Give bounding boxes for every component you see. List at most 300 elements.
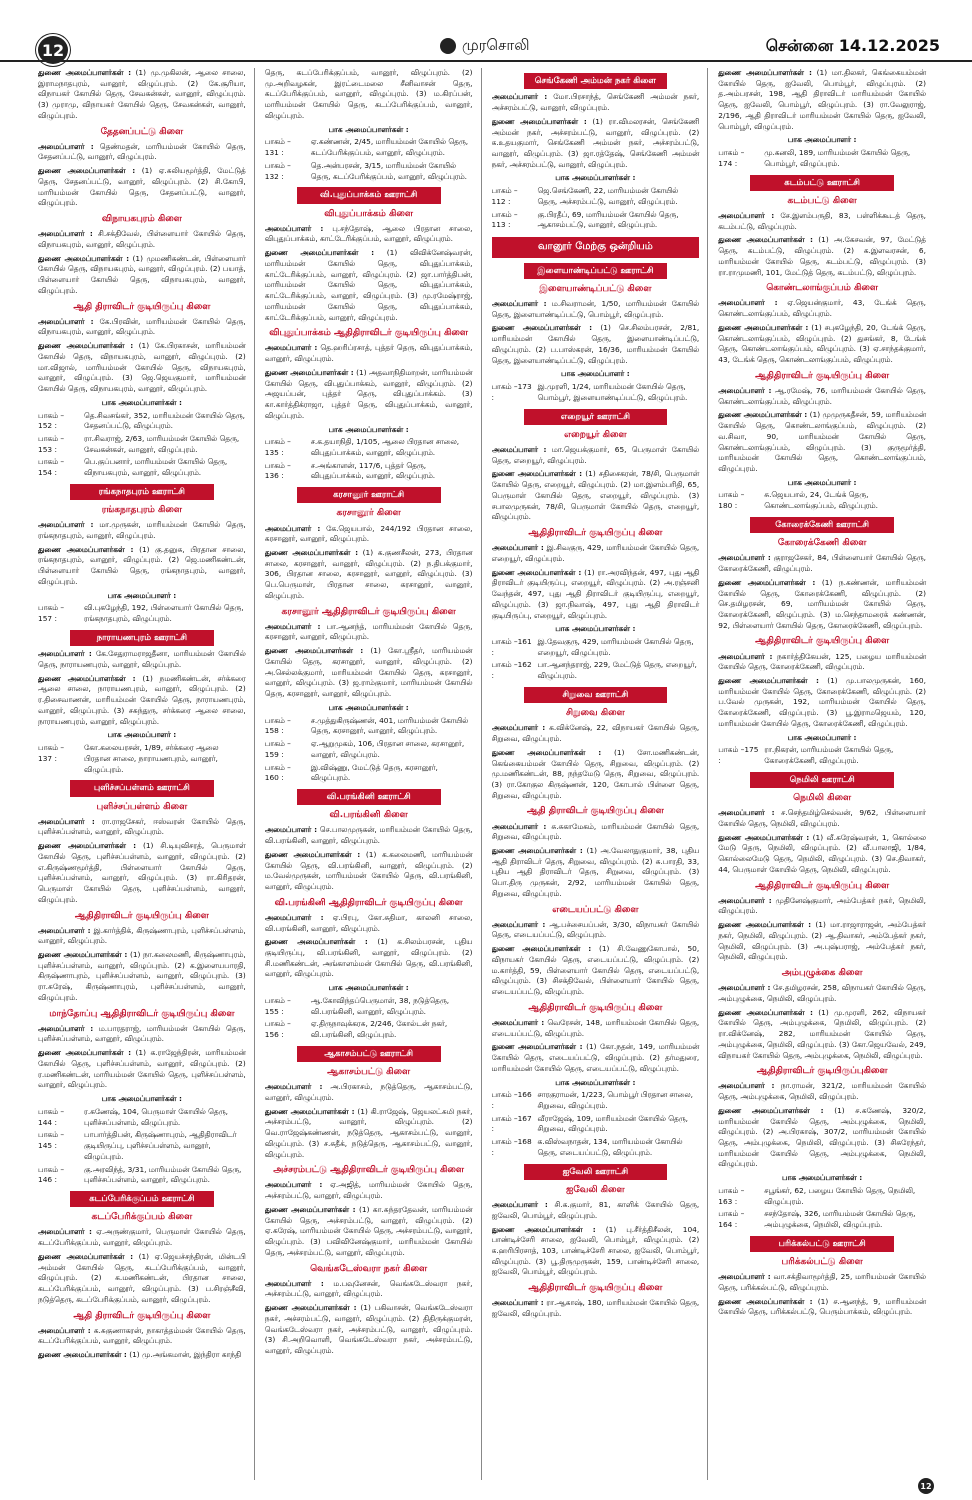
entry-label: துணை அமைப்பாளர்கள் : bbox=[491, 469, 583, 479]
ward-text: ர.கணேஷ், 104, பெருமாள் கோயில் தெரு, புளிச்சப்பள்ளம், விழுப்புரம். bbox=[84, 1106, 228, 1127]
branch-heading: மாந்தோப்பு ஆதிதிராவிடர் குடியிருப்பு கிளை bbox=[49, 1008, 235, 1019]
entry-paragraph bbox=[38, 166, 246, 209]
ward-number: பாகம் – 152 : bbox=[38, 410, 65, 431]
ward-number: பாகம் – 158 : bbox=[264, 715, 291, 736]
entry-label: துணை அமைப்பாளர்கள் : bbox=[491, 944, 592, 954]
entry-text: பா.ஆனந்த், மாரியம்மன் கோயில் தெரு, கரசானூர், வானூர், விழுப்புரம். bbox=[264, 621, 473, 642]
subheading: பாக அமைப்பாளர் : bbox=[561, 369, 630, 379]
entry-paragraph bbox=[718, 386, 926, 407]
entry-text: தெ.ஹரிப்ரசாத், புத்தர் தெரு, விபுதுப்பாக்கம், வானூர், விழுப்புரம். bbox=[264, 343, 473, 364]
ward-row bbox=[265, 137, 473, 158]
branch-heading: தேதனப்பட்டு கிளை bbox=[100, 126, 184, 137]
entry-text: சி.க.குமார், 81, காளிக் கோயில் தெரு, ஐவேலி, பொம்பூர், விழுப்புரம். bbox=[491, 1200, 700, 1220]
entry-text: (1) க.கலைமணி, மாரியம்மன் கோயில் தெரு, வி.பரங்கினி, வானூர், விழுப்புரம். (2) ம.வேல்முருகன், மாரியம்மன் கோயில் தெரு, வி.பரங்கினி, வானூர், விழுப்புரம். bbox=[264, 849, 473, 892]
entry-text: (1) முமணிகண்டன், பிள்ளையார் கோயில் தெரு, விநாயகபுரம், வானூர், விழுப்புரம். (2) பயாத், பிள்ளையார் கோயில் தெரு, விநாயகபுரம், வானூர், விழுப்புரம். bbox=[38, 253, 246, 295]
entry-label: அமைப்பாளர் : bbox=[491, 1200, 548, 1210]
ward-text: இ.விஷ்ணு, மேட்டுத் தெரு, கரசானூர், விழுப்புரம். bbox=[310, 762, 438, 783]
entry-label: அமைப்பாளர் : bbox=[491, 92, 548, 102]
ward-number: பாகம் –168 : bbox=[491, 1137, 532, 1157]
entry-paragraph bbox=[492, 822, 700, 843]
branch-heading: வி.பரங்கினி கிளை bbox=[329, 810, 408, 821]
article-columns bbox=[38, 68, 934, 1480]
entry-paragraph bbox=[718, 1297, 926, 1318]
entry-text: (1) மு.அங்கமான், இந்திரா காந்தி bbox=[129, 1350, 242, 1360]
entry-label: துணை அமைப்பாளர்கள் : bbox=[491, 323, 593, 333]
entry-label: துணை அமைப்பாளர்கள் : bbox=[718, 1296, 813, 1306]
entry-text: (1) கு.தனுசு, பிரதான சாலை, ரங்கநாதபுரம், வானூர், விழுப்புரம். (2) ஜெ.மணிகண்டன், பிள்ளையார் கோயில் தெரு, ரங்கநாதபுரம், வானூர், விழுப்புரம். bbox=[38, 544, 246, 586]
entry-paragraph bbox=[492, 920, 700, 941]
entry-paragraph bbox=[492, 1298, 700, 1319]
ward-text: தெ.சிவசங்கர், 352, மாரியம்மன் கோயில் தெரு, சேதனப்பட்டு, விழுப்புரம். bbox=[84, 410, 245, 431]
section-banner: ரங்கநாதபுரம் ஊராட்சி bbox=[70, 484, 214, 500]
entry-paragraph bbox=[38, 545, 246, 588]
ward-text: இ.தேவகுரு, 429, மாரியம்மன் கோயில் தெரு, எறையூர், விழுப்புரம். bbox=[537, 637, 694, 657]
entry-paragraph bbox=[718, 410, 926, 474]
entry-label: அமைப்பாளர் : bbox=[718, 210, 775, 220]
ward-text: சு.ஜெயபால், 24, டேங்க் தெரு, கொண்டலாங்குப்பம், விழுப்புரம். bbox=[764, 490, 878, 511]
entry-label: துணை அமைப்பாளர்கள் : bbox=[491, 747, 602, 757]
ward-number: பாகம் – 132 : bbox=[264, 160, 291, 181]
header-rule bbox=[0, 60, 972, 62]
entry-text: (1) ரா.அரவிந்தன், 497, புது ஆதி திராவிடர் குடியிருப்பு, எறையூர், விழுப்புரம். (2) அ.ரஞ்சனி வேந்தன், 497, புது ஆதி திராவிடர் குடியிருப்பு, எறையூர், விழுப்புரம். (3) ஜா.நிவாஷ், 497, புது ஆதி திராவிடர் குடியிருப்பு, எறையூர், விழுப்புரம். bbox=[491, 567, 700, 620]
branch-heading: விநாயகபுரம் கிளை bbox=[101, 214, 182, 225]
branch-heading: வெங்கடேஸ்வரா நகர் கிளை bbox=[310, 1263, 428, 1274]
ward-row bbox=[38, 1130, 246, 1162]
entry-paragraph bbox=[265, 368, 473, 422]
entry-label: அமைப்பாளர் : bbox=[718, 651, 773, 661]
ward-text: ரா.சிவராஜ், 2/63, மாரியம்மன் கோயில் தெரு, சேவகன்கள், வானூர், விழுப்புரம். bbox=[84, 433, 240, 454]
entry-label: துணை அமைப்பாளர்கள் : bbox=[38, 68, 132, 77]
entry-label: அமைப்பாளர் : bbox=[718, 808, 775, 818]
section-banner: ஐவேலி ஊராட்சி bbox=[524, 1164, 668, 1180]
entry-label: அமைப்பாளர் : bbox=[264, 1082, 323, 1092]
ward-number: பாகம் – 174 : bbox=[718, 148, 745, 168]
entry-text: (1) கோ.ஸ்ரீதர், மாரியம்மன் கோயில் தெரு, கரசானூர், வானூர், விழுப்புரம். (2) அ.செல்லக்குமார், மாரியம்மன் கோயில் தெரு, கரசானூர், வானூர், விழுப்புரம். (3) ஜ.ராம்குமார், மாரியம்மன் கோயில் தெரு, கரசானூர், வானூர், விழுப்புரம். bbox=[264, 646, 473, 699]
ward-row bbox=[265, 739, 473, 760]
entry-text: (1) க.சிலம்பரசன், புதிய குடியிருப்பு, வி.பரங்கினி, வானூர், விழுப்புரம். (2) சி.மணிகண்டன், அங்காளம்மன் கோயில் தெரு, வி.பரங்கினி, வானூர், விழுப்புரம். bbox=[264, 937, 473, 979]
entry-label: அமைப்பாளர் : bbox=[491, 1017, 545, 1027]
section-banner: கடம்பட்டு ஊராட்சி bbox=[750, 175, 894, 191]
ward-text: ஏ.திருநாவுக்கரசு, 2/246, கோல்டன் நகர், வி.பரங்கினி, விழுப்புரம். bbox=[310, 1019, 448, 1040]
entry-text: ஏ.அஜித், மாரியம்மன் கோயில் தெரு, அச்சரம்பட்டு, வானூர், விழுப்புரம். bbox=[264, 1180, 473, 1201]
entry-paragraph bbox=[718, 920, 926, 963]
branch-heading: கரசானூர் ஆதிதிராவிடர் குடியிருப்பு கிளை bbox=[281, 606, 456, 617]
entry-text: (1) மு.முரளி, 262, விநாயகர் கோயில் தெரு, அம்புழுக்கை, நெமிலி, விழுப்புரம். (2) ரா.விக்னேஷ், 282, மாரியம்மன் கோயில் தெரு, அம்புழுக்கை, நெமிலி, விழுப்புரம். (3) கோ.ஜெயவேல், 249, விநாயகர் கோயில் தெரு, அம்புழுக்கை, நெமிலி, விழுப்புரம். bbox=[718, 1007, 927, 1060]
ward-row bbox=[265, 716, 473, 737]
ward-number: பாகம் – 146 : bbox=[38, 1164, 65, 1185]
ward-row bbox=[492, 382, 700, 403]
entry-paragraph bbox=[38, 1252, 246, 1306]
entry-paragraph bbox=[265, 1303, 473, 1357]
entry-paragraph bbox=[718, 833, 926, 876]
entry-text: (1) கா.சுந்தரதேவன், மாரியம்மன் கோயில் தெரு, அச்சரம்பட்டு, வானூர், விழுப்புரம். (2) ஏ.கரேஷ், மாரியம்மன் கோயில் தெரு, அச்சரம்பட்டு, வானூர், விழுப்புரம். (3) பவிவினேஷ்குமார், மாரியம்மன் கோயில் தெரு, அச்சரம்பட்டு, வானூர், விழுப்புரம். bbox=[264, 1204, 473, 1257]
entry-text: க.சுகுணாகரன், நாகாத்தம்மன் கோயில் தெரு, கடப்பேரிக்குப்பம், வானூர், விழுப்புரம். bbox=[38, 1325, 246, 1346]
entry-label: அமைப்பாளர் : bbox=[718, 895, 772, 905]
entry-label: அமைப்பாளர் : bbox=[264, 223, 324, 233]
entry-paragraph bbox=[718, 652, 926, 673]
branch-heading: விபுதுப்பாக்கம் ஆதிதிராவிடர் குடியிருப்பு கிளை bbox=[269, 328, 468, 339]
entry-text: இ.சிவகுரு, 429, மாரியம்மன் கோயில் தெரு, எறையூர், விழுப்புரம். bbox=[491, 543, 700, 563]
entry-paragraph bbox=[718, 1081, 926, 1102]
entry-paragraph bbox=[718, 1272, 926, 1293]
ward-row bbox=[718, 148, 926, 169]
entry-paragraph bbox=[38, 1350, 246, 1361]
ward-text: ஆ.கோவிந்தப்பெருமாள், 38, நடுத்தெரு, வி.பரங்கினி, வானூர், விழுப்புரம். bbox=[310, 995, 450, 1016]
entry-label: அமைப்பாளர் : bbox=[264, 1278, 324, 1288]
entry-label: துணை அமைப்பாளர்கள் : bbox=[718, 1105, 824, 1115]
entry-text: (1) சபுகழேந்தி, 20, டேங்க் தெரு, கொண்டலாங்குப்பம், விழுப்புரம். (2) துசங்கர், 8, டேங்க் தெரு, கொண்டலாங்குப்பம், விழுப்புரம். (3) ஏ.சாந்தக்குமார், 43, டேங்க் தெரு, கொண்டலாங்குப்பம், விழுப்புரம். bbox=[718, 322, 926, 365]
entry-text: மா.முருகன், மாரியம்மன் கோயில் தெரு, ரங்கநாதபுரம், வானூர், விழுப்புரம். bbox=[38, 520, 246, 540]
entry-text: (1) சி.வேணுகோபால், 50, விநாயகர் கோயில் தெரு, எடையப்பட்டு, விழுப்புரம். (2) ம.கார்த்தி, 59, பிள்ளையார் கோயில் தெரு, எடையப்பட்டு, விழுப்புரம். (3) சிசக்திவேல், பிள்ளையார் கோயில் தெரு, எடையப்பட்டு, விழுப்புரம். bbox=[491, 944, 700, 997]
entry-label: அமைப்பாளர் : bbox=[38, 229, 93, 239]
entry-label: துணை அமைப்பாளர்கள் : bbox=[264, 248, 375, 258]
entry-label: துணை அமைப்பாளர்கள் : bbox=[38, 544, 134, 554]
entry-text: குராஜசேகர், 84, பிள்ளையார் கோயில் தெரு, கோரைக்கேணி, விழுப்புரம். bbox=[718, 553, 927, 574]
section-banner: கடப்பேரிக்குப்பம் ஊராட்சி bbox=[70, 1191, 214, 1207]
entry-text: பு.சந்தோஷ், ஆலை பிரதான சாலை, விபுதுப்பாக்கம், காட்டேரிக்குப்பம், வானூர், விழுப்புரம். bbox=[264, 223, 473, 244]
entry-label: அமைப்பாளர் : bbox=[718, 1272, 771, 1282]
ward-row bbox=[492, 660, 700, 681]
subheading: பாக அமைப்பாளர்கள் : bbox=[328, 983, 409, 993]
entry-paragraph bbox=[492, 568, 700, 622]
entry-text: ம.பவுனேசன், வெங்கடேஸ்வரா நகர், அச்சரம்பட்டு, வானூர், விழுப்புரம். bbox=[264, 1278, 473, 1299]
entry-text: (1) சோ.மணிகண்டன், கெங்கையம்மன் கோயில் தெரு, சிறுவை, விழுப்புரம். (2) மு.மணிகண்டன், 88, நந்தமேடு தெரு, சிறுவை, விழுப்புரம். (3) ரா.கோகுல கிருஷ்ணன், 120, கோபால் பிள்ளை தெரு, சிறுவை, விழுப்புரம். bbox=[491, 747, 700, 800]
branch-heading: கொண்டலாங்குப்பம் கிளை bbox=[766, 283, 879, 294]
entry-paragraph bbox=[265, 1107, 473, 1161]
entry-label: துணை அமைப்பாளர்கள் : bbox=[718, 920, 812, 930]
entry-paragraph bbox=[265, 646, 473, 700]
ward-number: பாகம் – 157 : bbox=[38, 603, 65, 624]
union-banner: வானூர் மேற்கு ஒன்றியம் bbox=[492, 237, 700, 258]
entry-paragraph bbox=[492, 469, 700, 523]
entry-label: அமைப்பாளர் : bbox=[264, 523, 321, 533]
ward-row bbox=[265, 437, 473, 458]
entry-text: ச.செந்தமிழ்செல்வன், 9/62, பிள்ளையார் கோயில் தெரு, நெமிலி, விழுப்புரம். bbox=[718, 808, 926, 828]
branch-heading: கரசானூர் கிளை bbox=[336, 508, 401, 519]
entry-paragraph bbox=[492, 445, 700, 466]
ward-number: பாகம் – 145 : bbox=[38, 1130, 65, 1151]
entry-paragraph bbox=[38, 142, 246, 163]
entry-text: ரா.ராஜசேகர், ஈஸ்வரன் கோயில் தெரு, புளிச்சப்பள்ளம், வானூர், விழுப்புரம். bbox=[38, 816, 246, 837]
ward-text: பா.ஆனந்தராஜ், 229, மேட்டுத் தெரு, எறையூர், விழுப்புரம். bbox=[537, 660, 697, 681]
entry-paragraph bbox=[38, 926, 246, 947]
entry-text: (1) செ.சிலம்பரசன், 2/81, மாரியம்மன் கோயில் தெரு, இளையாண்டிப்பட்டு, விழுப்புரம். (2) ப.பாஸ்கரன், 16/36, மாரியம்மன் கோயில் தெரு, இளையாண்டிப்பட்டு, விழுப்புரம். bbox=[491, 323, 700, 365]
entry-paragraph bbox=[265, 850, 473, 893]
entry-paragraph bbox=[492, 299, 700, 320]
entry-paragraph bbox=[265, 825, 473, 846]
entry-text: (1) பகிவாசன், வெங்கடேஸ்வரா நகர், அச்சரம்பட்டு, வானூர், விழுப்புரம். (2) திதிருக்குமரன், வெங்கடேஸ்வரா நகர், அச்சரம்பட்டு, வானூர், விழுப்புரம். (3) சி.அறிவொளி, வெங்கடேஸ்வரா நகர், அச்சரம்பட்டு, வானூர், விழுப்புரம். bbox=[264, 1303, 473, 1356]
branch-heading: வி.பரங்கினி ஆதிதிராவிடர் குடியிருப்பு கிளை bbox=[274, 897, 463, 908]
ward-number: பாகம் –167 : bbox=[491, 1113, 532, 1134]
ward-row bbox=[265, 763, 473, 784]
entry-paragraph bbox=[38, 254, 246, 297]
entry-paragraph bbox=[718, 553, 926, 574]
entry-paragraph bbox=[492, 323, 700, 366]
entry-text: (1) அ.கேசவன், 97, மேட்டுத் தெரு, கடம்பட்டு, விழுப்புரம். (2) க.இளவரசன், 6, மாரியம்மன் கோயில் தெரு, கடம்பட்டு, விழுப்புரம். (3) ரா.ராமுமணி, 101, மேட்டுத் தெரு, கடம்பட்டு, விழுப்புரம். bbox=[718, 235, 926, 277]
branch-heading: கடம்பட்டு கிளை bbox=[787, 195, 857, 206]
section-banner: நெமிலி ஊராட்சி bbox=[750, 772, 894, 788]
entry-text: வா.சக்திவாமூர்த்தி, 25, மாரியம்மன் கோயில் தெரு, பரிக்கல்பட்டு, விழுப்புரம். bbox=[718, 1272, 926, 1292]
entry-label: அமைப்பாளர் : bbox=[38, 520, 94, 530]
entry-label: துணை அமைப்பாளர்கள் : bbox=[491, 1224, 596, 1234]
ward-row bbox=[492, 1090, 700, 1111]
entry-text: ம.பாரதராஜ், மாரியம்மன் கோயில் தெரு, புளிச்சப்பள்ளம், வானூர், விழுப்புரம். bbox=[38, 1023, 246, 1044]
ward-number: பாகம் –173 : bbox=[491, 382, 532, 402]
entry-label: அமைப்பாளர் : bbox=[718, 1081, 775, 1091]
entry-label: அமைப்பாளர் : bbox=[491, 919, 546, 929]
branch-heading: ஆதிதிராவிடர் குடியிருப்பு கிளை bbox=[528, 1002, 663, 1013]
entry-label: துணை அமைப்பாளர்கள் : bbox=[264, 1106, 355, 1116]
entry-label: துணை அமைப்பாளர்கள் : bbox=[491, 567, 582, 577]
entry-label: அமைப்பாளர் : bbox=[718, 298, 778, 308]
branch-heading: ஆதிதிராவிடர் குடியிருப்பு கிளை bbox=[74, 910, 209, 921]
section-banner: கோரைக்கேணி ஊராட்சி bbox=[750, 517, 894, 533]
entry-paragraph bbox=[718, 211, 926, 232]
subheading: பாக அமைப்பாளர் : bbox=[107, 590, 177, 600]
ward-number: பாகம் –175 : bbox=[718, 745, 759, 766]
entry-label: அமைப்பாளர் : bbox=[38, 925, 91, 935]
entry-text: அ.பிரகாசம், நடுத்தெரு, ஆகாசம்பட்டு, வானூர், விழுப்புரம். bbox=[264, 1082, 473, 1102]
ward-number: பாகம் – 131 : bbox=[264, 137, 291, 158]
branch-heading: ஆதிதிராவிடர் குடியிருப்புகிளை bbox=[756, 1066, 888, 1077]
entry-paragraph bbox=[492, 117, 700, 171]
entry-paragraph bbox=[265, 68, 473, 122]
entry-paragraph bbox=[265, 913, 473, 934]
entry-text: ஆ.பச்சையப்பன், 3/30, விநாயகர் கோயில் தெரு, எடையப்பட்டு, விழுப்புரம். bbox=[491, 919, 700, 940]
ward-text: பாபார்த்திபன், கிருஷ்ணாபுரம், ஆதிதிராவிடர் குடியிருப்பு, புளிச்சப்பள்ளம், வானூர், விழுப்புரம். bbox=[84, 1130, 237, 1161]
ward-number: பாகம் – 159 : bbox=[264, 739, 291, 759]
branch-heading: ஆதிதிராவிடர் குடியிருப்பு கிளை bbox=[528, 528, 663, 539]
branch-heading: ஆதிதிராவிடர் குடியிருப்பு கிளை bbox=[755, 636, 890, 647]
ward-row bbox=[718, 1209, 926, 1230]
ward-number: பாகம் – 153 : bbox=[38, 433, 65, 454]
ward-row bbox=[492, 186, 700, 207]
entry-label: அமைப்பாளர் : bbox=[718, 983, 771, 993]
ward-number: பாகம் –161 : bbox=[491, 637, 532, 657]
entry-text: (1) நா.கலைமணி, கிருஷ்ணாபுரம், புளிச்சப்பள்ளம், வானூர், விழுப்புரம். (2) க.இளையபாரதி, கிருஷ்ணாபுரம், புளிச்சப்பள்ளம், வானூர், விழுப்புரம். (3) ரா.சுரேஷ், கிருஷ்ணாபுரம், புளிச்சப்பள்ளம், வானூர், விழுப்புரம். bbox=[38, 950, 246, 1002]
entry-paragraph bbox=[38, 1227, 246, 1248]
entry-label: துணை அமைப்பாளர்கள் : bbox=[38, 841, 137, 851]
entry-label: அமைப்பாளர் : bbox=[491, 1298, 544, 1308]
entry-label: துணை அமைப்பாளர்கள் : bbox=[264, 1303, 357, 1313]
ward-number: பாகம் – 137 : bbox=[38, 743, 65, 763]
entry-label: துணை அமைப்பாளர்கள் : bbox=[264, 646, 364, 656]
column-4 bbox=[718, 68, 934, 1480]
entry-text: சே.தமிழரசன், 258, விநாயகர் கோயில் தெரு, அம்புழுக்கை, நெமிலி, விழுப்புரம். bbox=[718, 983, 926, 1003]
ward-row bbox=[492, 1114, 700, 1135]
column-2 bbox=[265, 68, 482, 1480]
entry-label: துணை அமைப்பாளர்கள் : bbox=[718, 1007, 813, 1017]
ward-text: ஏ.ஆறுமுகம், 106, பிரதான சாலை, கரசானூர், வானூர், விழுப்புரம். bbox=[310, 739, 465, 759]
entry-label: துணை அமைப்பாளர்கள் : bbox=[491, 116, 587, 126]
entry-paragraph bbox=[718, 298, 926, 319]
entry-label: துணை அமைப்பாளர்கள் : bbox=[718, 832, 810, 842]
branch-heading: நெமிலி கிளை bbox=[793, 793, 852, 804]
branch-heading: கடப்பேரிக்குப்பம் கிளை bbox=[91, 1212, 193, 1223]
ward-number: பாகம் – 112 : bbox=[491, 186, 518, 206]
subheading: பாக அமைப்பாளர் : bbox=[787, 732, 857, 742]
entry-label: அமைப்பாளர் : bbox=[38, 816, 95, 826]
entry-paragraph bbox=[38, 817, 246, 838]
entry-label: அமைப்பாளர் : bbox=[38, 1227, 92, 1237]
entry-label: அமைப்பாளர் : bbox=[491, 298, 547, 308]
branch-heading: ரங்கநாதபுரம் கிளை bbox=[101, 505, 183, 516]
entry-label: துணை அமைப்பாளர்கள் : bbox=[718, 577, 816, 587]
entry-label: அமைப்பாளர் : bbox=[491, 723, 546, 733]
entry-label: அமைப்பாளர் : bbox=[491, 821, 547, 831]
entry-text: மா.ஜெயக்குமார், 65, பெருமாள் கோயில் தெரு, எறையூர், விழுப்புரம். bbox=[491, 444, 700, 465]
entry-paragraph bbox=[492, 1225, 700, 1279]
ward-text: ஏ.கண்ணன், 2/45, மாரியம்மன் கோயில் தெரு, கடப்பேரிக்குப்பம், வானூர், விழுப்புரம். bbox=[310, 137, 469, 158]
entry-paragraph bbox=[718, 1008, 926, 1062]
newspaper-logo-icon bbox=[440, 38, 456, 54]
entry-paragraph bbox=[492, 1018, 700, 1039]
subheading: பாக அமைப்பாளர்கள் : bbox=[328, 124, 409, 134]
entry-label: துணை அமைப்பாளர்கள் : bbox=[718, 235, 813, 245]
branch-heading: ஆதிதிராவிடர் குடியிருப்பு கிளை bbox=[755, 370, 890, 381]
ward-row bbox=[38, 411, 246, 432]
branch-heading: ஐவேலி கிளை bbox=[566, 1185, 625, 1195]
ward-number: பாகம் – 144 : bbox=[38, 1106, 65, 1127]
entry-text: (1) ஏ.ஜெயச்சந்திரன், மின்டபி அம்மன் கோயில் தெரு, கடப்பேரிக்குப்பம், வானூர், விழுப்புரம். (2) க.மணிகண்டன், பிரதான சாலை, கடப்பேரிக்குப்பம், வானூர், விழுப்புரம். (3) ப.சிரஞ்சீவி, நடுத்தெரு, கடப்பேரிக்குப்பம், வானூர், விழுப்புரம். bbox=[38, 1251, 246, 1304]
entry-paragraph bbox=[38, 841, 246, 905]
branch-heading: ஆதி திராவிடர் குடியிருப்பு கிளை bbox=[526, 806, 664, 817]
entry-text: ம.சிவராமன், 1/50, மாரியம்மன் கோயில் தெரு, இளையாண்டிப்பட்டு, பொம்பூர், விழுப்புரம். bbox=[491, 298, 700, 319]
ward-text: சாரகுராமன், 1/223, பொம்பூர் பிரதான சாலை, சிறுவை, விழுப்புரம். bbox=[537, 1090, 693, 1111]
ward-number: பாகம் – 180 : bbox=[718, 490, 745, 511]
entry-paragraph bbox=[492, 846, 700, 900]
entry-paragraph bbox=[265, 622, 473, 643]
entry-paragraph bbox=[718, 676, 926, 730]
branch-heading: எடையப்பட்டு கிளை bbox=[552, 904, 639, 915]
entry-paragraph bbox=[38, 674, 246, 728]
entry-text: (1) அதவாநிதிமாறன், மாரியம்மன் கோயில் தெரு, விபுதுப்பாக்கம், வானூர், விழுப்புரம். (2) அஜயப்பன், புத்தர் தெரு, விபுதுப்பாக்கம். (3) கா.கார்த்திக்ராஜா, புத்தர் தெரு, விபுதுப்பாக்கம், வானூர், விழுப்புரம். bbox=[264, 367, 473, 420]
entry-paragraph bbox=[265, 524, 473, 545]
entry-text: கே.பிரவின், மாரியம்மன் கோயில் தெரு, விநாயகபுரம், வானூர், விழுப்புரம். bbox=[38, 316, 246, 337]
branch-heading: சிறுவை கிளை bbox=[565, 708, 625, 719]
entry-text: கே.சேதுராமராஜதீனா, மாரியம்மன் கோயில் தெரு, நாராயணபுரம், வானூர், விழுப்புரம். bbox=[38, 649, 246, 669]
ward-text: வி.புகழேந்தி, 192, பிள்ளையார் கோயில் தெரு, ரங்கநாதபுரம், விழுப்புரம். bbox=[84, 603, 244, 624]
entry-text: ரா.ஆகாஷ், 180, மாரியம்மன் கோயில் தெரு, ஐவேலி, விழுப்புரம். bbox=[491, 1298, 700, 1318]
ward-row bbox=[492, 210, 700, 231]
entry-paragraph bbox=[265, 1180, 473, 1201]
subheading: பாக அமைப்பாளர்கள் : bbox=[555, 1077, 636, 1087]
section-banner: எறையூர் ஊராட்சி bbox=[524, 409, 668, 425]
ward-row bbox=[265, 996, 473, 1017]
entry-text: சு.சுகாமேகம், மாரியம்மன் கோயில் தெரு, சிறுவை, விழுப்புரம். bbox=[491, 821, 700, 842]
subheading: பாக அமைப்பாளர்கள் : bbox=[555, 173, 636, 183]
entry-label: துணை அமைப்பாளர்கள் : bbox=[38, 341, 134, 351]
entry-text: (1) ச.ஆனந்த், 9, மாரியம்மன் கோயில் தெரு, பரிக்கல்பட்டு, பெரும்பாக்கம், விழுப்புரம். bbox=[718, 1296, 926, 1317]
ward-row bbox=[265, 1019, 473, 1040]
entry-paragraph bbox=[38, 317, 246, 338]
entry-label: அமைப்பாளர் : bbox=[38, 316, 94, 326]
ward-number: பாகம் – 154 : bbox=[38, 457, 65, 478]
subheading: பாக அமைப்பாளர்கள் : bbox=[328, 424, 409, 434]
masthead bbox=[440, 36, 530, 56]
branch-heading: எறையூர் கிளை bbox=[564, 429, 627, 440]
ward-text: ச.முத்துகிருஷ்ணன், 401, மாரியம்மன் கோயில் தெரு, கரசானூர், வானூர், விழுப்புரம். bbox=[310, 715, 469, 736]
ward-number: பாகம் –162 : bbox=[491, 660, 532, 681]
entry-text: (1) ந.கண்ணன், மாரியம்மன் கோயில் தெரு, கோரைக்கேணி, விழுப்புரம். (2) செ.தமிழரசன், 69, மாரியம்மன் கோயில் தெரு, கோரைக்கேணி, விழுப்புரம். (3) ம.செந்தாமரைக் கண்ணன், 92, பிள்ளையார் கோயில் தெரு, கோரைக்கேணி, விழுப்புரம். bbox=[718, 577, 926, 630]
entry-label: துணை அமைப்பாளர்கள் : bbox=[264, 367, 354, 377]
entry-text: (1) கே.பிரகாசன், மாரியம்மன் கோயில் தெரு, விநாயகபுரம், வானூர், விழுப்புரம். (2) மா.விஜால், மாரியம்மன் கோயில் தெரு, விநாயகபுரம், வானூர், விழுப்புரம். (3) ஜெ.ஜெயகுமார், மாரியம்மன் கோயில் தெரு, விநாயகபுரம், வானூர், விழுப்புரம். bbox=[38, 341, 246, 394]
page-number-badge: 12 bbox=[36, 34, 70, 66]
entry-label: அமைப்பாளர் : bbox=[38, 1023, 94, 1033]
entry-text: (1) முமுருகதீசன், 59, மாரியம்மன் கோயில் தெரு, கொண்டலாங்குப்பம், விழுப்புரம். (2) வ.சிவா, 90, மாரியம்மன் கோயில் தெரு, கொண்டலாங்குப்பம், விழுப்புரம். (3) குருமூர்த்தி, மாரியம்மன் கோயில் தெரு, கொண்டலாங்குப்பம், விழுப்புரம். bbox=[718, 410, 926, 474]
entry-label: அமைப்பாளர் : bbox=[264, 912, 324, 922]
ward-row bbox=[38, 1107, 246, 1128]
entry-label: அமைப்பாளர் : bbox=[491, 543, 544, 553]
entry-text: (1) சதிசைகரன், 78/சி, பெருமாள் கோயில் தெரு, எறையூர், விழுப்புரம். (2) மா.இளம்பரிதி, 65, பெருமாள் கோயில் தெரு, எறையூர், விழுப்புரம். (3) சபாலமுருகன், 78/சி, பெருமாள் கோயில் தெரு, எறையூர், விழுப்புரம். bbox=[491, 469, 700, 522]
entry-paragraph bbox=[265, 1082, 473, 1103]
entry-label: துணை அமைப்பாளர்கள் : bbox=[38, 1350, 127, 1360]
entry-text: நகார்த்திகேயன், 125, பழைய மாரியம்மன் கோயில் தெரு, கோரைக்கேணி, விழுப்புரம். bbox=[718, 651, 926, 672]
entry-label: அமைப்பாளர் : bbox=[718, 553, 771, 563]
entry-paragraph bbox=[265, 937, 473, 980]
entry-label: அமைப்பாளர் : bbox=[718, 385, 772, 395]
section-banner: புளிச்சப்பள்ளம் ஊராட்சி bbox=[70, 780, 214, 796]
entry-paragraph bbox=[492, 944, 700, 998]
section-banner: பரிக்கல்பட்டு ஊராட்சி bbox=[750, 1236, 894, 1252]
entry-paragraph bbox=[265, 248, 473, 323]
entry-paragraph bbox=[492, 1200, 700, 1221]
page-header bbox=[0, 0, 972, 60]
branch-heading: ஆதிதிராவிடர் குடியிருப்பு கிளை bbox=[755, 880, 890, 891]
entry-text: செ.பாலமுருகன், மாரியம்மன் கோயில் தெரு, வி.பரங்கினி, வானூர், விழுப்புரம். bbox=[264, 825, 473, 846]
entry-label: அமைப்பாளர் : bbox=[491, 444, 547, 454]
entry-text: (1) மா.ராஜாராஜன், அம்பேத்கர் நகர், நெமிலி, விழுப்புரம். (2) ஆ.திவாகர், அம்பேத்கர் நகர், நெமிலி, விழுப்புரம். (3) அ.புஷ்பராஜ், அம்பேத்கர் நகர், நெமிலி, விழுப்புரம். bbox=[718, 920, 926, 962]
entry-paragraph bbox=[265, 1205, 473, 1259]
entry-paragraph bbox=[718, 983, 926, 1004]
entry-label: துணை அமைப்பாளர்கள் : bbox=[38, 673, 136, 683]
entry-text: வெரேசன், 148, மாரியம்மன் கோயில் தெரு, எடையப்பட்டு, விழுப்புரம். bbox=[491, 1017, 700, 1038]
entry-label: துணை அமைப்பாளர்கள் : bbox=[264, 548, 359, 557]
ward-text: ச.அங்காளன், 117/6, புத்தர் தெரு, விபுதுப்பாக்கம், வானூர், விழுப்புரம். bbox=[310, 460, 436, 481]
ward-row bbox=[492, 1137, 700, 1158]
entry-paragraph bbox=[492, 723, 700, 744]
footer-page-number: 12 bbox=[918, 1478, 934, 1494]
branch-heading: பரிக்கல்பட்டு கிளை bbox=[781, 1257, 863, 1268]
section-banner: சிறுவை ஊராட்சி bbox=[524, 687, 668, 703]
entry-label: துணை அமைப்பாளர்கள் : bbox=[718, 68, 812, 77]
entry-paragraph bbox=[38, 229, 246, 250]
entry-paragraph bbox=[38, 1326, 246, 1347]
entry-text: (1) வீ.சுரேஷ்வரன், 1, கொல்லை மேடு தெரு, நெமிலி, விழுப்புரம். (2) வீ.பாலாஜி, 1/84, கொல்லைமேடு தெரு, நெமிலி, விழுப்புரம். (3) செ.திவாகர், 44, பெருமாள் கோயில் தெரு, நெமிலி, விழுப்புரம். bbox=[718, 832, 926, 874]
entry-paragraph bbox=[718, 808, 926, 829]
entry-text: தெண்மதன், மாரியம்மன் கோயில் தெரு, சேதனப்பட்டு, வானூர், விழுப்புரம். bbox=[38, 141, 246, 162]
entry-label: துணை அமைப்பாளர்கள் : bbox=[264, 937, 368, 947]
masthead-title: முரசொலி bbox=[462, 36, 530, 54]
ward-text: ஜெ.செங்கேணி, 22, மாரியம்மன் கோயில் தெரு, அச்சரம்பட்டு, வானூர், விழுப்புரம். bbox=[537, 186, 679, 206]
branch-heading: ஆதிதிராவிடர் குடியிருப்பு கிளை bbox=[528, 1283, 663, 1294]
ward-text: மு.கனலி, 189, மாரியம்மன் கோயில் தெரு, பொம்பூர், விழுப்புரம். bbox=[764, 148, 911, 168]
ward-text: வீராஜேஷ், 109, மாரியம்மன் கோயில் தெரு, சிறுவை, விழுப்புரம். bbox=[537, 1113, 688, 1134]
entry-paragraph bbox=[38, 68, 246, 122]
branch-heading: ஆகாசம்பட்டு கிளை bbox=[327, 1067, 411, 1078]
entry-text: க.விக்னேஷ், 22, விநாயகர் கோயில் தெரு, சிறுவை, விழுப்புரம். bbox=[491, 723, 700, 744]
entry-label: அமைப்பாளர் : bbox=[264, 825, 318, 835]
entry-label: துணை அமைப்பாளர்கள் : bbox=[38, 253, 130, 263]
dateline: சென்னை 14.12.2025 bbox=[765, 36, 940, 55]
branch-heading: கோரைக்கேணி கிளை bbox=[777, 538, 867, 549]
entry-text: சி.சக்திவேல், பிள்ளையார் கோயில் தெரு, விநாயகபுரம், வானூர், விழுப்புரம். bbox=[38, 229, 246, 249]
entry-text: கே.ஜெயபால், 244/192 பிரதான சாலை, கரசானூர், வானூர், விழுப்புரம். bbox=[264, 523, 473, 544]
entry-text: ஏ.ஜெயன்குமார், 43, டேங்க் தெரு, கொண்டலாங்குப்பம், விழுப்புரம். bbox=[718, 298, 926, 319]
entry-label: துணை அமைப்பாளர்கள் : bbox=[38, 166, 136, 176]
entry-label: துணை அமைப்பாளர்கள் : bbox=[264, 1204, 356, 1214]
entry-paragraph bbox=[38, 950, 246, 1004]
